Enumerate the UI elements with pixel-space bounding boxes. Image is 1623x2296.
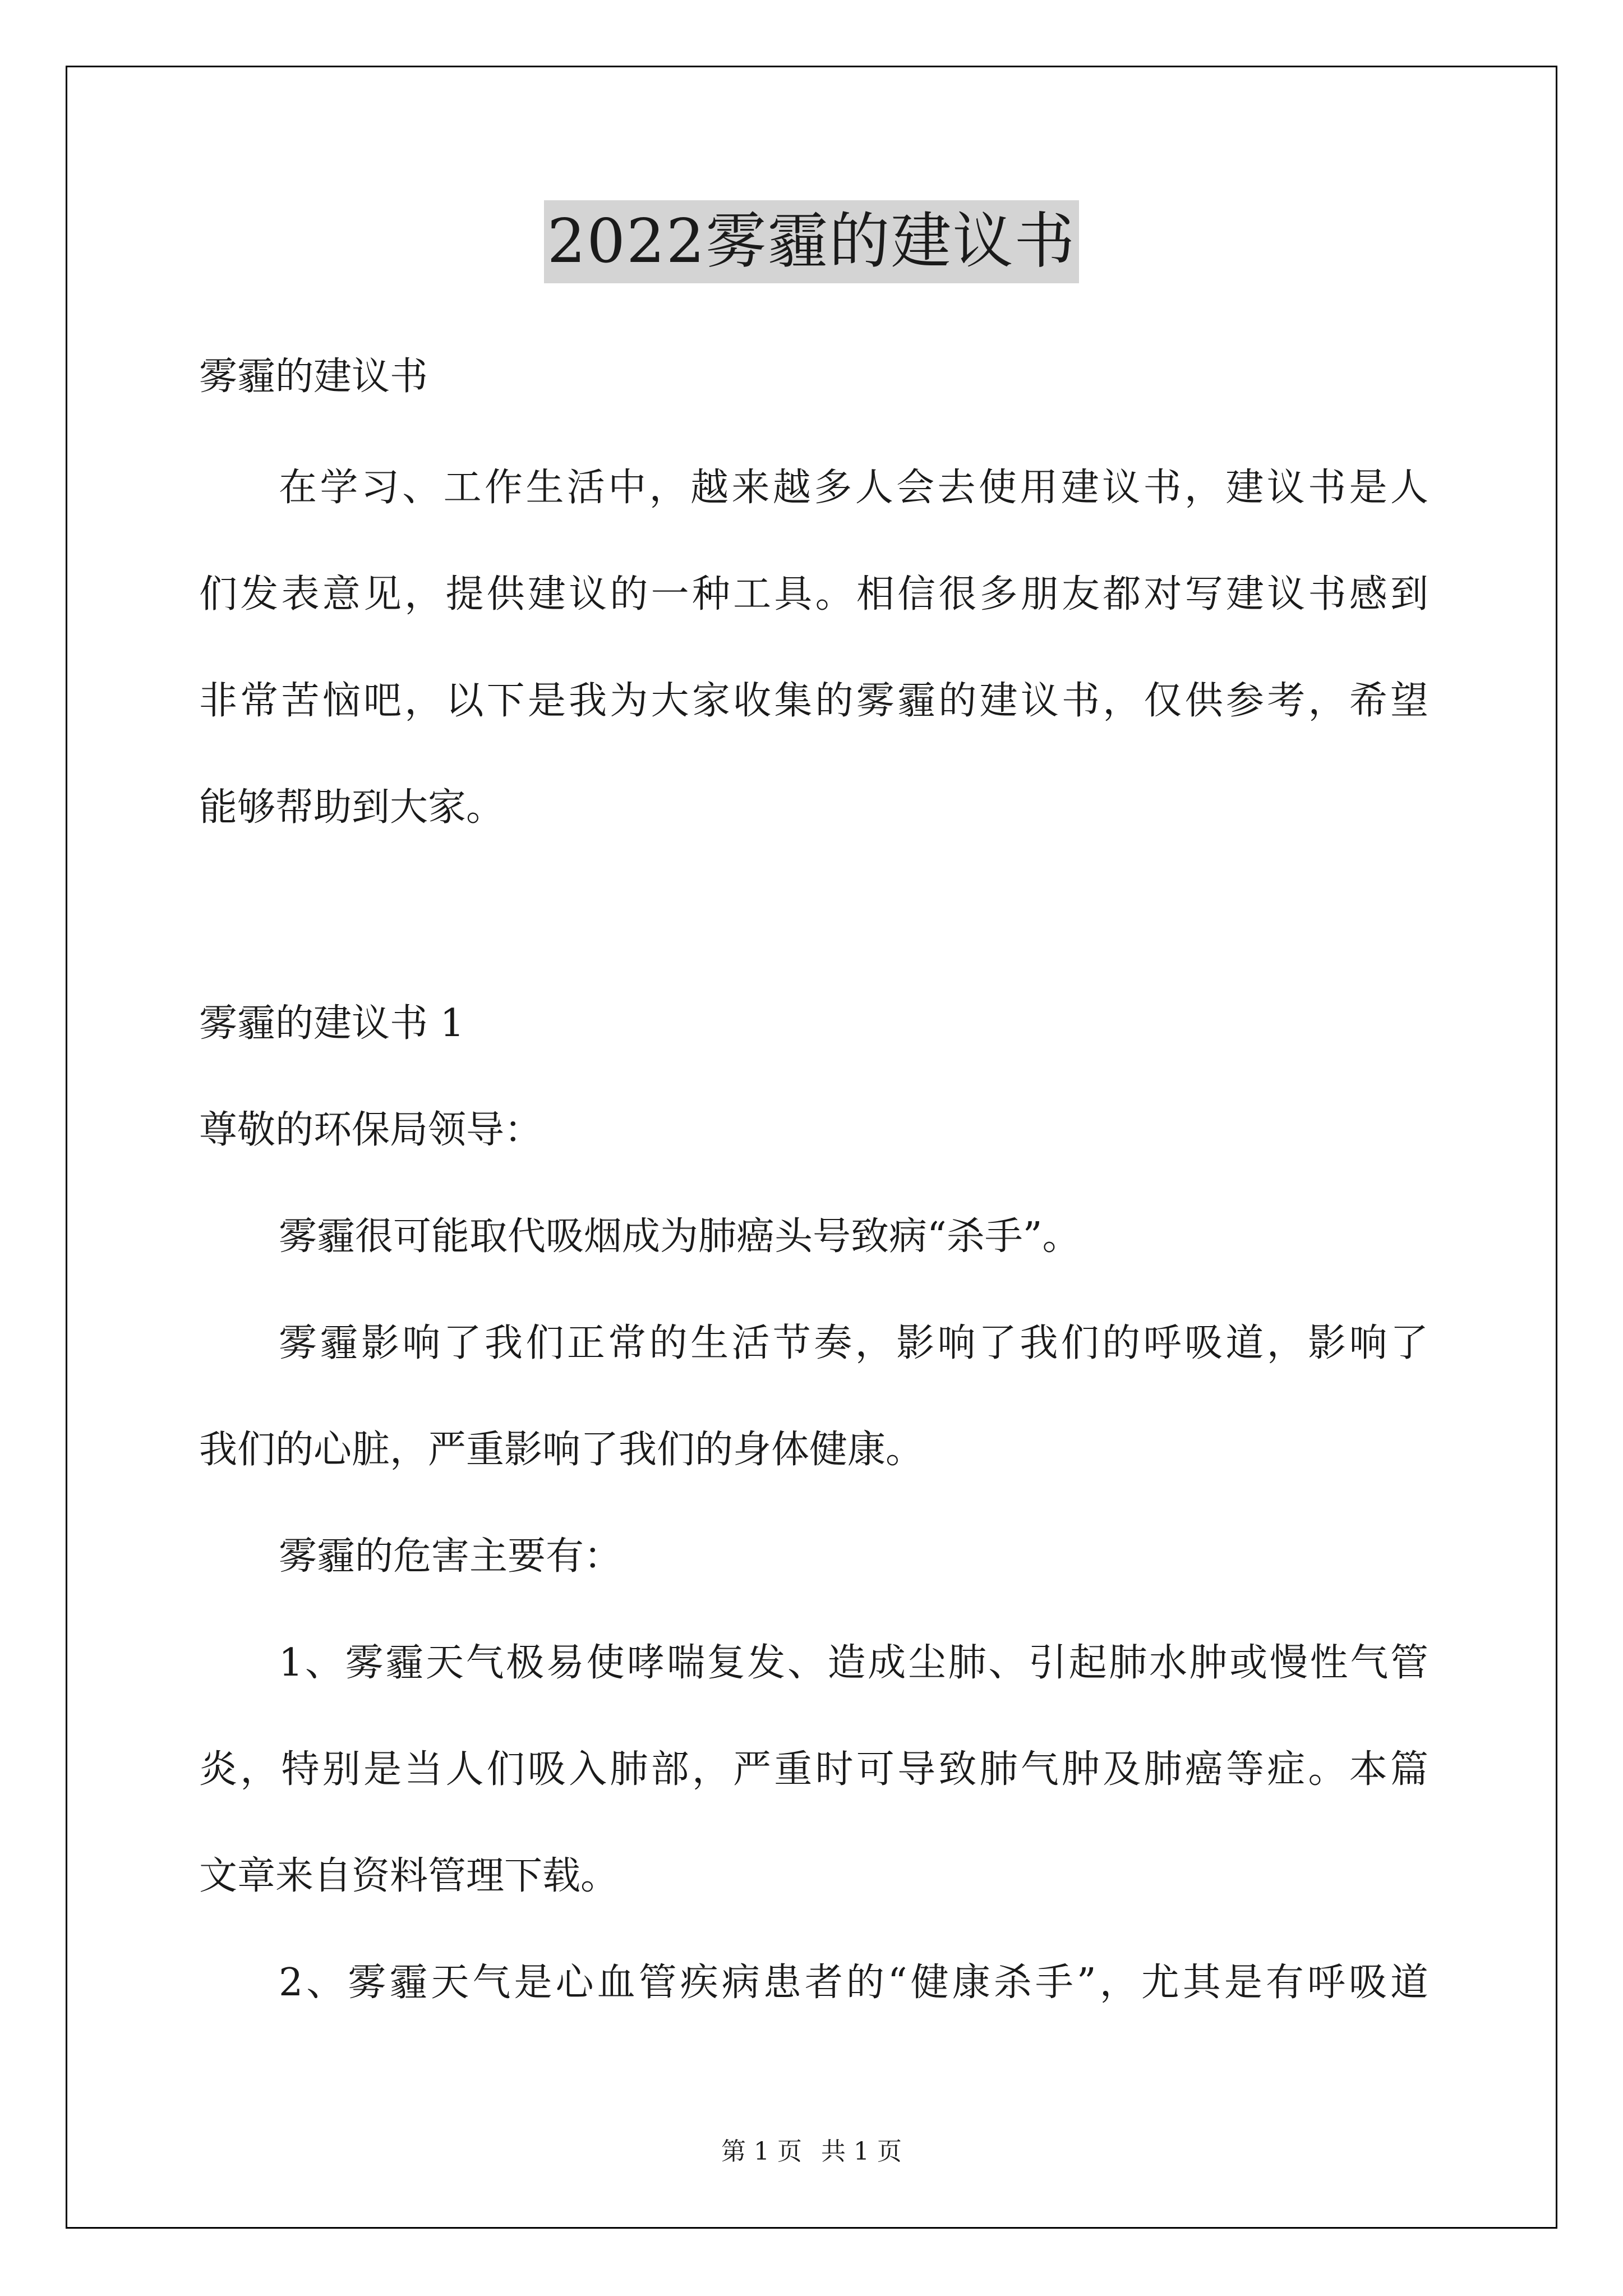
paragraph-line: 1、雾霾天气极易使哮喘复发、造成尘肺、引起肺水肿或慢性气管 xyxy=(279,1641,1428,1685)
page-total: 共 1 页 xyxy=(821,2137,902,2166)
subtitle-line: 雾霾的建议书 xyxy=(199,355,428,399)
paragraph-line: 们发表意见，提供建议的一种工具。相信很多朋友都对写建议书感到 xyxy=(199,572,1428,616)
paragraph-line: 能够帮助到大家。 xyxy=(199,785,505,830)
page-number: 第 1 页 xyxy=(721,2137,802,2166)
paragraph-line: 炎，特别是当人们吸入肺部，严重时可导致肺气肿及肺癌等症。本篇 xyxy=(199,1747,1428,1792)
page-footer xyxy=(0,2136,1623,2168)
section-heading: 雾霾的建议书 1 xyxy=(199,1001,464,1046)
paragraph-line: 非常苦恼吧，以下是我为大家收集的雾霾的建议书，仅供参考，希望 xyxy=(199,679,1428,723)
title-container xyxy=(0,200,1623,283)
paragraph-line: 我们的心脏，严重影响了我们的身体健康。 xyxy=(199,1428,924,1472)
salutation-line: 尊敬的环保局领导： xyxy=(199,1108,543,1152)
paragraph-line: 2、雾霾天气是心血管疾病患者的“健康杀手”，尤其是有呼吸道 xyxy=(279,1961,1428,2005)
paragraph-line: 在学习、工作生活中，越来越多人会去使用建议书，建议书是人 xyxy=(279,466,1428,510)
paragraph-line: 雾霾影响了我们正常的生活节奏，影响了我们的呼吸道，影响了 xyxy=(279,1321,1428,1365)
paragraph-line: 雾霾的危害主要有： xyxy=(279,1534,623,1579)
document-title: 2022雾霾的建议书 xyxy=(544,200,1080,283)
paragraph-line: 雾霾很可能取代吸烟成为肺癌头号致病“杀手”。 xyxy=(279,1214,1081,1259)
paragraph-line: 文章来自资料管理下载。 xyxy=(199,1854,619,1898)
